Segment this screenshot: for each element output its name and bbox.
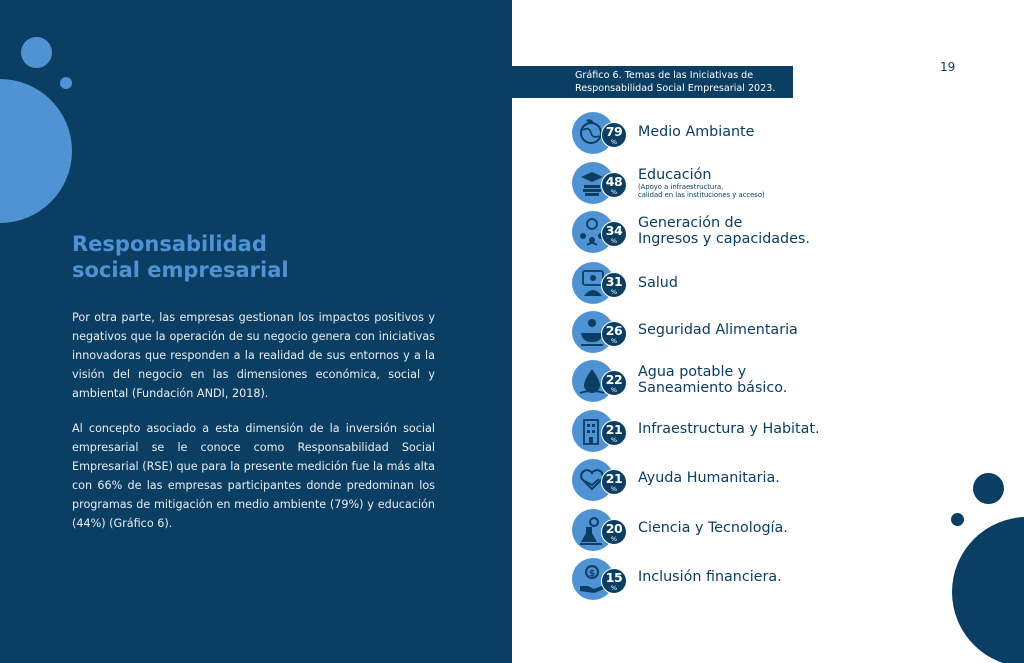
percent-badge <box>601 420 627 446</box>
topic-label-line2: Saneamiento básico. <box>638 380 788 396</box>
decorative-circle-small <box>951 513 964 526</box>
percent-value: 26 <box>605 323 623 338</box>
topic-label: Educación <box>638 167 712 183</box>
percent-badge <box>601 370 627 396</box>
body-paragraph-1: Por otra parte, las empresas gestionan los impactos positivos y negativos que la operación de su negocio genera con iniciativas innovadoras que responden a la realidad de sus entornos y a la visión del negocio en las dimensiones económica, social y ambiental (Fundación ANDI, 2018). <box>72 311 435 400</box>
topic-label: Inclusión financiera. <box>638 569 782 585</box>
percent-badge <box>601 469 627 495</box>
percent-badge <box>601 122 627 148</box>
percent-sign: % <box>610 138 618 146</box>
topic-label: Salud <box>638 275 678 291</box>
chart-title-line1: Gráfico 6. Temas de las Iniciativas de <box>575 70 754 81</box>
topic-note-line1: (Apoyo a infraestructura, <box>638 183 724 191</box>
topic-label: Seguridad Alimentaria <box>638 322 798 338</box>
topic-note-line2: calidad en las instituciones y acceso) <box>638 191 765 199</box>
percent-sign: % <box>610 485 618 493</box>
chart-row-ayuda-humanitaria <box>570 459 1020 503</box>
chart-row-medio-ambiente <box>570 112 1020 156</box>
section-title-line1: Responsabilidad <box>72 232 267 256</box>
chart-row-educacion <box>570 162 1020 206</box>
section-title <box>72 231 432 283</box>
chart-title <box>512 66 793 98</box>
chart-title-line2: Responsabilidad Social Empresarial 2023. <box>575 83 776 94</box>
chart-row-generacion-ingresos <box>570 211 1020 255</box>
chart-row-agua-potable <box>570 360 1020 404</box>
topic-label-line1: Agua potable y <box>638 364 747 380</box>
decorative-circle-large <box>0 79 72 223</box>
percent-badge <box>601 221 627 247</box>
decorative-circle-medium <box>973 473 1004 504</box>
topic-label-line2: Ingresos y capacidades. <box>638 231 810 247</box>
svg-text:$: $ <box>588 569 596 579</box>
topic-label: Ciencia y Tecnología. <box>638 520 788 536</box>
percent-badge <box>601 172 627 198</box>
percent-badge <box>601 321 627 347</box>
percent-value: 20 <box>605 521 623 536</box>
page-number: 19 <box>940 60 956 74</box>
percent-value: 15 <box>605 570 623 585</box>
topic-label: Infraestructura y Habitat. <box>638 421 820 437</box>
topic-label-line1: Generación de <box>638 215 743 231</box>
decorative-circle-medium <box>21 37 52 68</box>
percent-value: 21 <box>605 471 623 486</box>
chart-row-infraestructura <box>570 410 1020 454</box>
percent-badge <box>601 519 627 545</box>
percent-sign: % <box>610 237 618 245</box>
percent-value: 79 <box>605 124 623 139</box>
percent-sign: % <box>610 337 618 345</box>
percent-value: 31 <box>605 274 623 289</box>
topic-label: Medio Ambiante <box>638 124 755 140</box>
percent-sign: % <box>610 288 618 296</box>
percent-sign: % <box>610 386 618 394</box>
percent-badge <box>601 568 627 594</box>
percent-value: 48 <box>605 174 623 189</box>
percent-value: 21 <box>605 422 623 437</box>
percent-badge <box>601 272 627 298</box>
percent-value: 22 <box>605 372 623 387</box>
right-page <box>512 0 1024 663</box>
body-paragraph-2: Al concepto asociado a esta dimensión de la inversión social empresarial se le conoce como Responsabilidad Social Empresarial (RSE) que para la presente medición fue la más alta con 66% de las empresas participantes donde predominan los programas de mitigación en medio ambiente (79%) y educación (44%) (Gráfico 6). <box>72 422 435 530</box>
percent-value: 34 <box>605 223 623 238</box>
chart-row-salud <box>570 262 1020 306</box>
percent-sign: % <box>610 188 618 196</box>
topic-label: Ayuda Humanitaria. <box>638 470 780 486</box>
percent-sign: % <box>610 436 618 444</box>
percent-sign: % <box>610 584 618 592</box>
percent-sign: % <box>610 535 618 543</box>
chart-row-seguridad-alimentaria <box>570 311 1020 355</box>
section-title-line2: social empresarial <box>72 258 289 282</box>
decorative-circle-small <box>60 77 72 89</box>
